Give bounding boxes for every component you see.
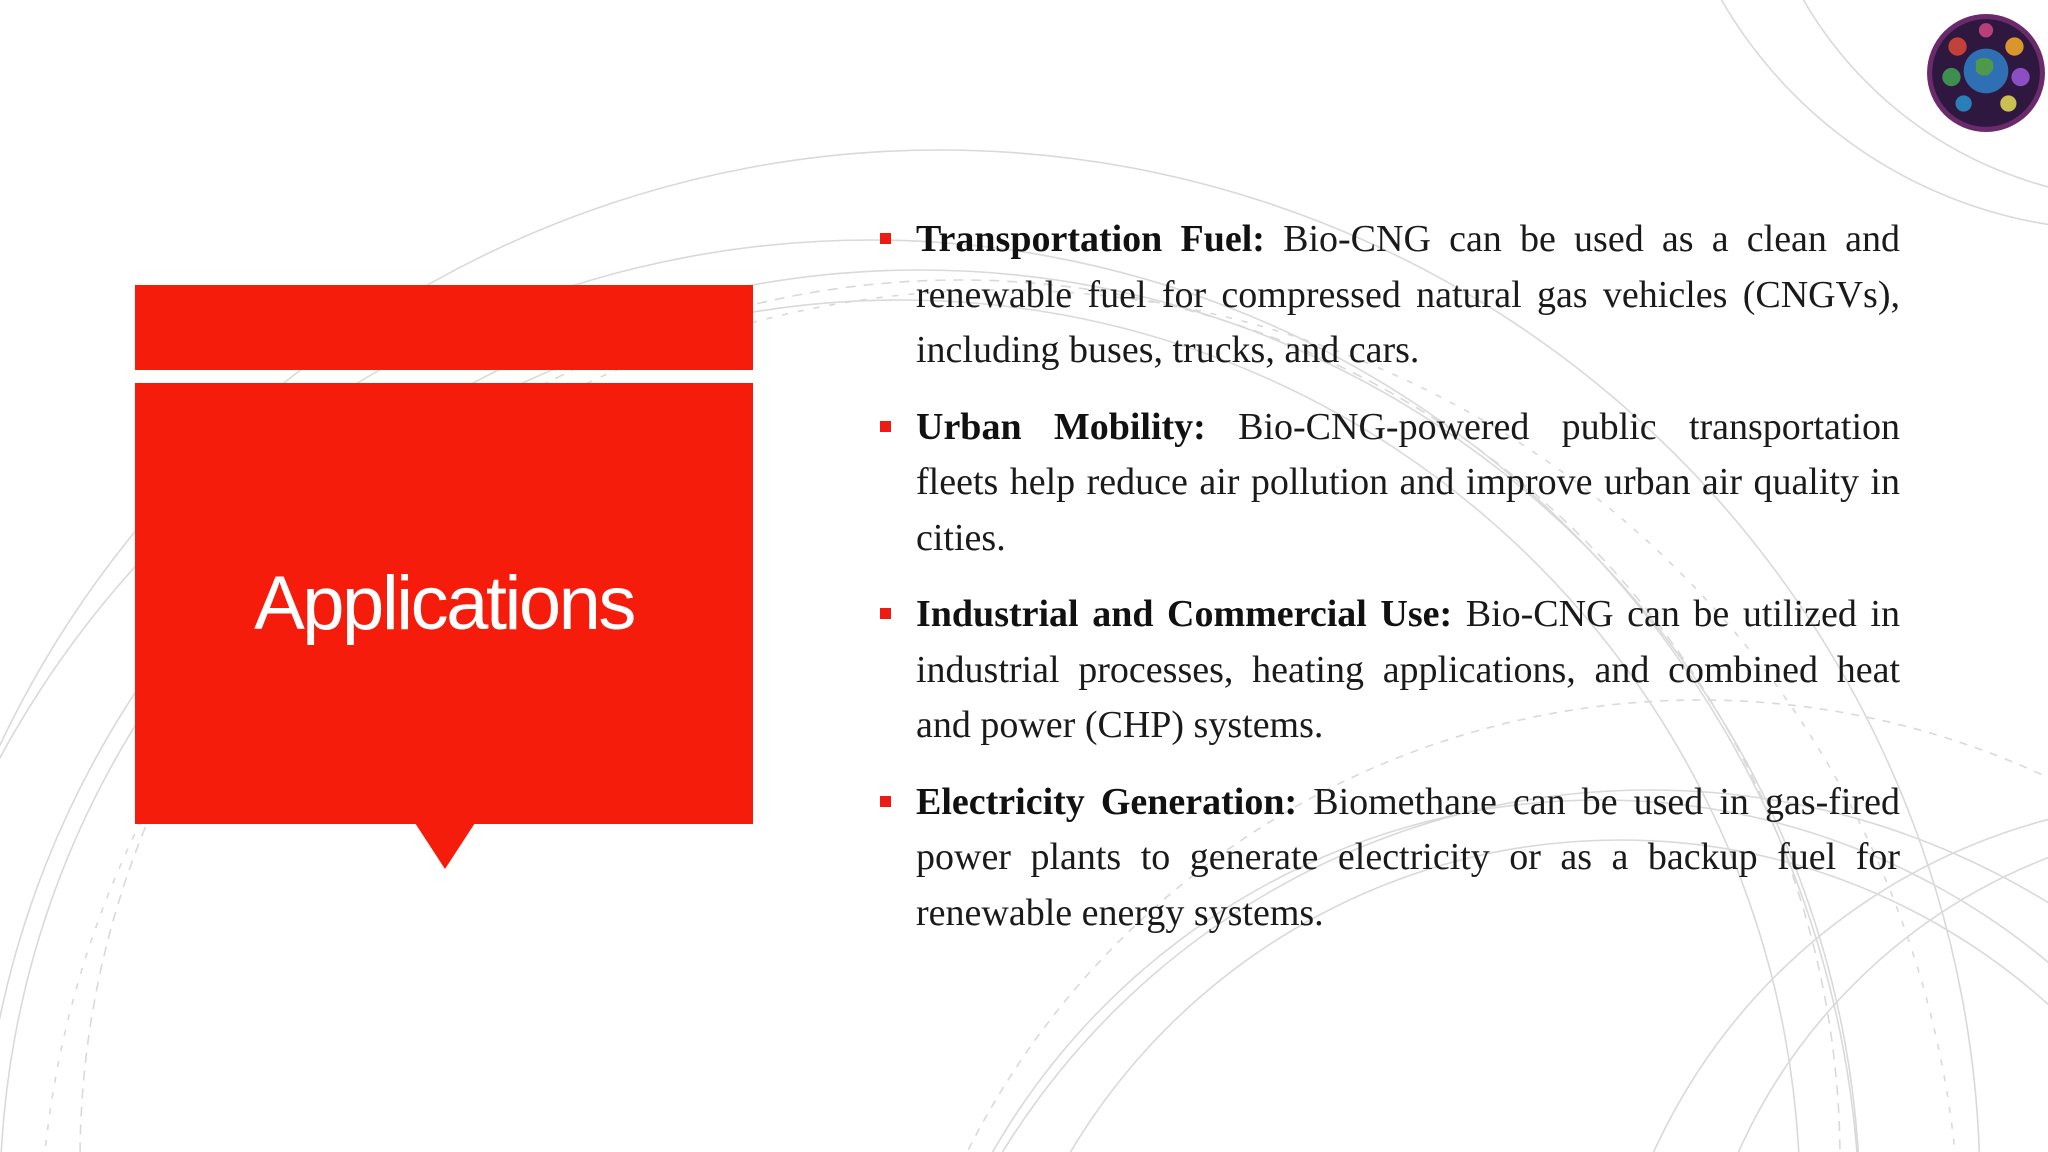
square-bullet-icon xyxy=(880,421,891,432)
bullet-heading: Transportation Fuel: xyxy=(916,218,1265,260)
bullet-paragraph xyxy=(916,400,1900,567)
bullet-heading: Urban Mobility: xyxy=(916,405,1206,448)
bullet-list xyxy=(876,212,1900,962)
square-bullet-icon xyxy=(880,233,891,244)
bullet-item-transportation-fuel xyxy=(876,212,1900,379)
title-panel xyxy=(135,383,753,824)
globe-emblem-icon xyxy=(1925,12,2047,134)
bullet-item-urban-mobility xyxy=(876,400,1900,567)
bullet-heading: Industrial and Commercial Use: xyxy=(916,593,1453,635)
bullet-paragraph xyxy=(916,212,1900,379)
bullet-heading: Electricity Generation: xyxy=(916,780,1298,823)
bullet-body: Biomethane can be used in gas-fired power plants to generate electricity or as a backup fuel for renewable energy systems. xyxy=(916,780,1900,934)
square-bullet-icon xyxy=(880,796,891,807)
bullet-paragraph xyxy=(916,775,1900,942)
bullet-body: Bio-CNG can be used as a clean and renewable fuel for compressed natural gas vehicles (CNGVs), including buses, trucks, and cars. xyxy=(916,218,1900,371)
title-accent-bar xyxy=(135,285,753,370)
bullet-item-electricity-generation xyxy=(876,775,1900,942)
bullet-body: Bio-CNG can be utilized in industrial processes, heating applications, and combined heat and power (CHP) systems. xyxy=(916,593,1900,746)
title-panel-pointer xyxy=(415,823,475,869)
square-bullet-icon xyxy=(880,608,891,619)
bullet-item-industrial-commercial xyxy=(876,587,1900,754)
bullet-paragraph xyxy=(916,587,1900,754)
bullet-body: Bio-CNG-powered public transportation fleets help reduce air pollution and improve urban air quality in cities. xyxy=(916,405,1900,559)
slide-title: Applications xyxy=(254,561,634,646)
